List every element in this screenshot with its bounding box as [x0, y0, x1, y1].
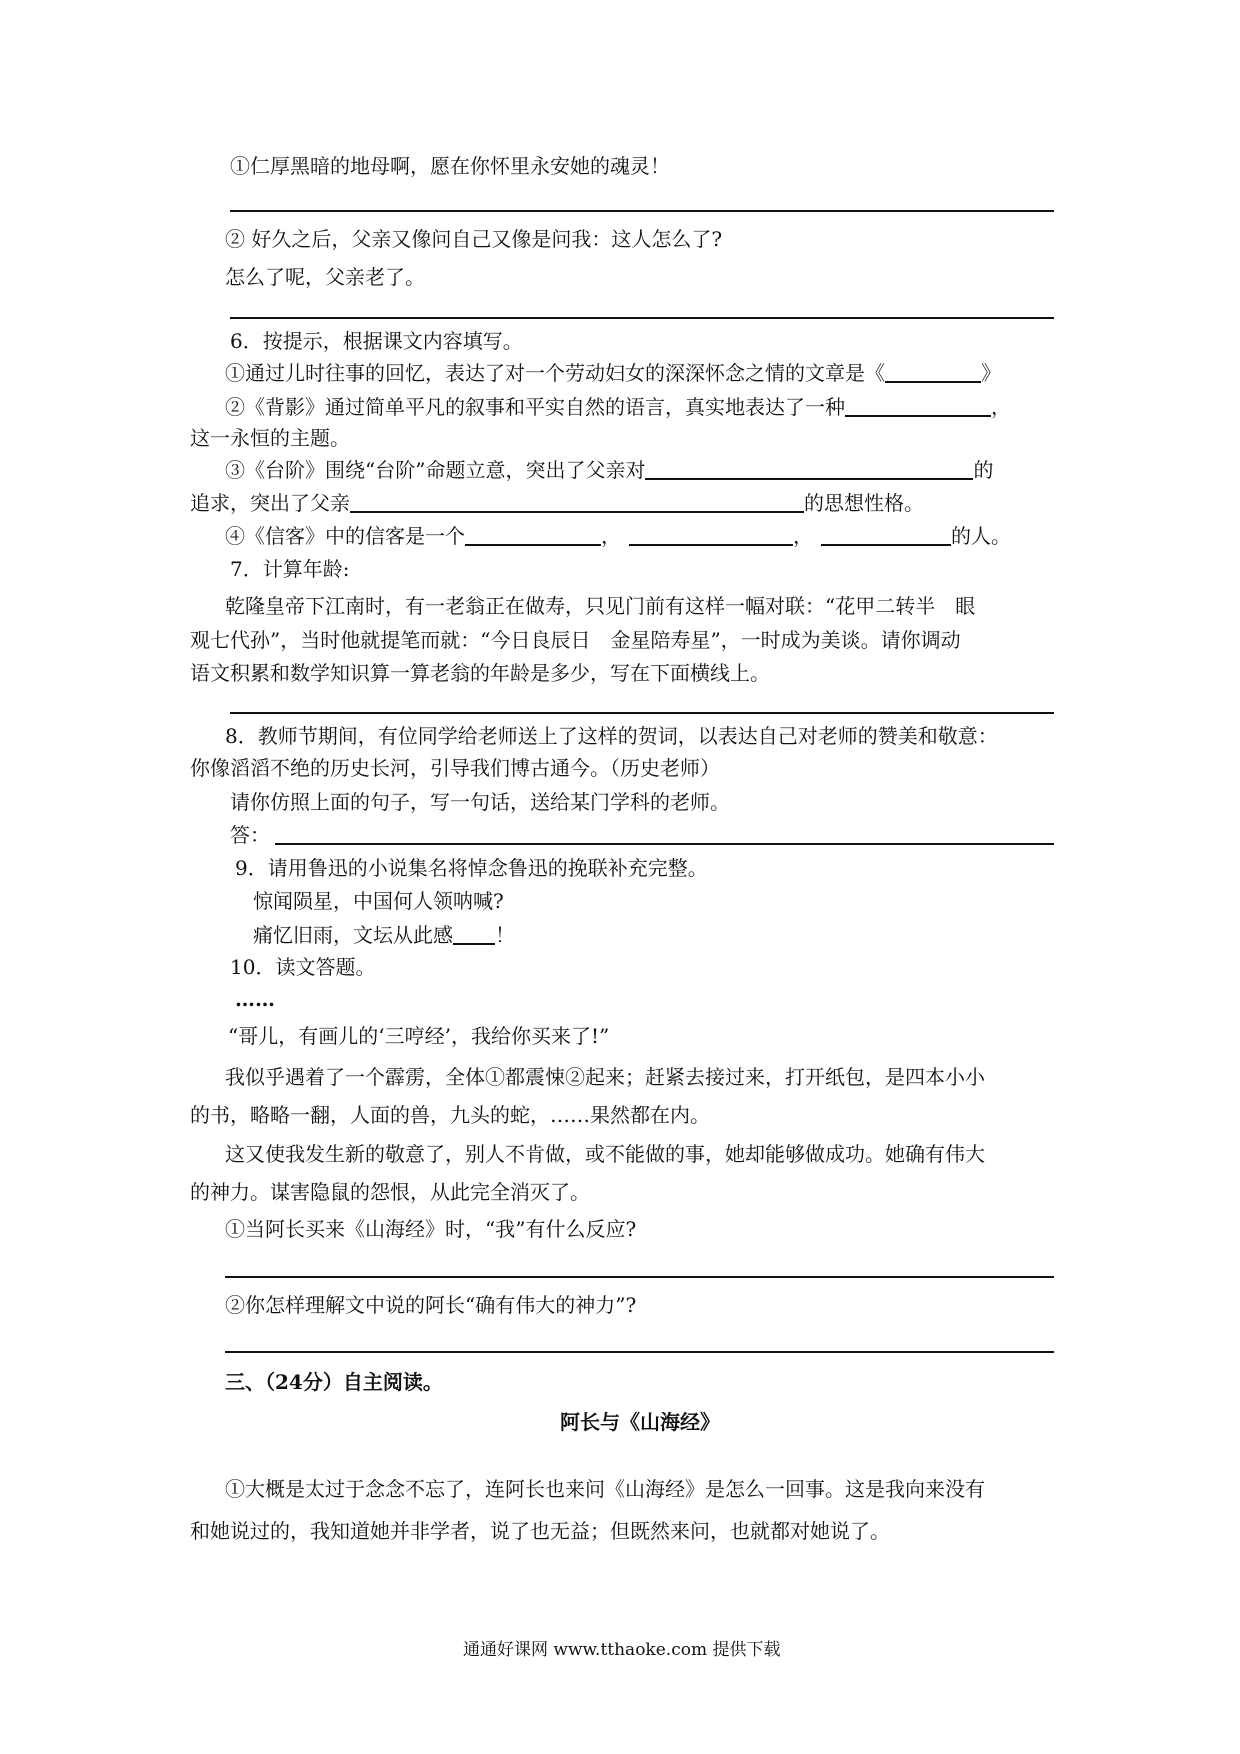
q7-line2: 观七代孙”，当时他就提笔而就：“今日良辰日 金星陪寿星”，一时成为美谈。请你调动 — [190, 628, 961, 652]
q9-line2-end: ！ — [495, 923, 515, 947]
answer-line — [225, 1351, 1054, 1353]
answer-line[interactable] — [275, 843, 1054, 845]
q6-item3-text: ③《台阶》围绕“台阶”命题立意，突出了父亲对 — [225, 458, 646, 482]
q6-item4 — [225, 523, 1011, 549]
fill-blank[interactable] — [465, 524, 601, 546]
q6-item1 — [225, 360, 1001, 386]
answer-line — [230, 712, 1054, 714]
q9-title: 9．请用鲁迅的小说集名将悼念鲁迅的挽联补充完整。 — [235, 856, 708, 880]
q10-p2b: 的神力。谋害隐鼠的怨恨，从此完全消灭了。 — [190, 1180, 590, 1204]
q10-quote: “哥儿，有画儿的‘三哼经’，我给你买来了!” — [228, 1024, 610, 1048]
q6-item2 — [225, 394, 1011, 420]
q9-line1: 惊闻陨星，中国何人领呐喊? — [253, 889, 504, 913]
q6-item1-text: ①通过儿时往事的回忆，表达了对一个劳动妇女的深深怀念之情的文章是《 — [225, 361, 885, 385]
q7-title: 7．计算年龄: — [230, 557, 350, 581]
section3-heading: 三、（24分）自主阅读。 — [225, 1370, 443, 1394]
q6-item1-end: 》 — [981, 361, 1001, 385]
q6-item4-text: ④《信客》中的信客是一个 — [225, 524, 465, 548]
q8-line2: 你像滔滔不绝的历史长河，引导我们博古通今。（历史老师） — [190, 756, 720, 780]
footer-text: 通通好课网 www.tthaoke.com 提供下载 — [463, 1640, 781, 1660]
fill-blank[interactable] — [821, 524, 951, 546]
q6-item3-end: 的 — [973, 458, 994, 482]
fill-blank[interactable] — [845, 395, 991, 417]
section3-p1b: 和她说过的，我知道她并非学者，说了也无益；但既然来问，也就都对她说了。 — [190, 1519, 890, 1543]
answer-line — [230, 317, 1054, 319]
q10-sub1: ①当阿长买来《山海经》时，“我”有什么反应? — [225, 1217, 637, 1241]
q6-title: 6．按提示，根据课文内容填写。 — [230, 329, 523, 353]
q10-p1a: 我似乎遇着了一个霹雳，全体①都震悚②起来；赶紧去接过来，打开纸包，是四本小小 — [225, 1065, 985, 1089]
q6-item2-text: ②《背影》通过简单平凡的叙事和平实自然的语言，真实地表达了一种 — [225, 395, 845, 419]
fill-blank[interactable] — [453, 923, 495, 945]
q10-p2a: 这又使我发生新的敬意了，别人不肯做，或不能做的事，她却能够做成功。她确有伟大 — [225, 1142, 985, 1166]
q10-sub2: ②你怎样理解文中说的阿长“确有伟大的神力”? — [225, 1293, 637, 1317]
fill-blank[interactable] — [885, 361, 981, 383]
q5-item1: ①仁厚黑暗的地母啊，愿在你怀里永安她的魂灵！ — [230, 154, 670, 178]
q6-item3b-end: 的思想性格。 — [804, 491, 924, 515]
comma: ， — [601, 524, 621, 548]
answer-line — [230, 210, 1054, 212]
q9-line2-text: 痛忆旧雨，文坛从此感 — [253, 923, 453, 947]
q5-item2b: 怎么了呢，父亲老了。 — [225, 265, 425, 289]
q6-item3b — [190, 490, 924, 516]
q10-title: 10．读文答题。 — [230, 955, 376, 979]
q9-line2 — [253, 922, 515, 948]
q6-item3b-text: 追求，突出了父亲 — [190, 491, 350, 515]
q8-answer-label: 答： — [230, 823, 270, 847]
q6-item4-end: 的人。 — [951, 524, 1011, 548]
q8-line1: 8．教师节期间，有位同学给老师送上了这样的贺词，以表达自己对老师的赞美和敬意： — [225, 724, 998, 748]
answer-line — [225, 1276, 1054, 1278]
fill-blank[interactable] — [645, 458, 973, 480]
q6-item3 — [225, 457, 993, 483]
comma: ， — [793, 524, 813, 548]
q8-line3: 请你仿照上面的句子，写一句话，送给某门学科的老师。 — [230, 790, 730, 814]
q10-p1b: 的书，略略一翻，人面的兽，九头的蛇，……果然都在内。 — [190, 1103, 710, 1127]
fill-blank[interactable] — [629, 524, 793, 546]
q5-item2: ② 好久之后，父亲又像问自己又像是问我：这人怎么了? — [225, 227, 723, 251]
article-title: 阿长与《山海经》 — [560, 1410, 720, 1434]
q7-line3: 语文积累和数学知识算一算老翁的年龄是多少，写在下面横线上。 — [190, 661, 770, 685]
section3-p1a: ①大概是太过于念念不忘了，连阿长也来问《山海经》是怎么一回事。这是我向来没有 — [225, 1477, 985, 1501]
q6-item2b: 这一永恒的主题。 — [190, 426, 350, 450]
fill-blank[interactable] — [350, 491, 804, 513]
q10-ellipsis: …… — [235, 987, 275, 1011]
q7-line1: 乾隆皇帝下江南时，有一老翁正在做寿，只见门前有这样一幅对联：“花甲二转半 眼 — [225, 594, 976, 618]
q6-item2-end: ， — [991, 395, 1011, 419]
